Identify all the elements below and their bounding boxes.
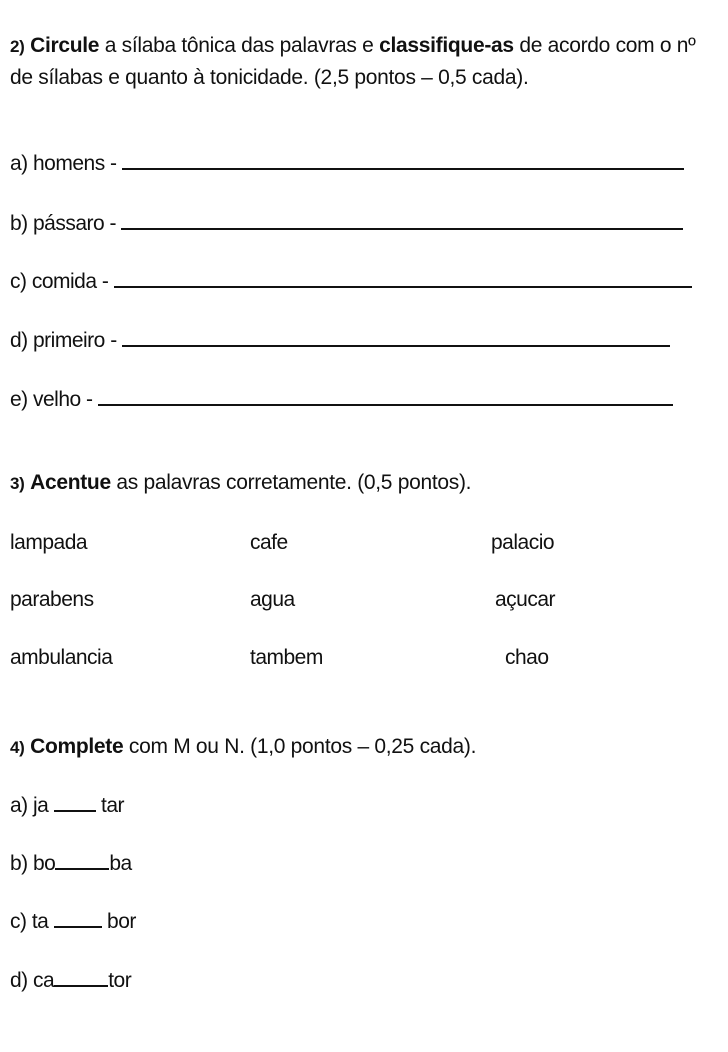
question-number: 4) [10, 738, 25, 757]
question-4-item [10, 790, 124, 820]
word-item: açucar [495, 588, 556, 611]
word-item: ambulancia [10, 646, 113, 669]
question-2-item [10, 384, 673, 414]
word-item: parabens [10, 588, 94, 611]
instruction-text: as palavras corretamente. (0,5 pontos). [110, 471, 472, 494]
word-item: tambem [250, 646, 323, 669]
item-suffix: tor [108, 969, 132, 992]
instruction-text: de acordo com o nº de sílabas e quanto à tonicidade. (2,5 pontos – 0,5 cada). [10, 34, 696, 89]
answer-blank[interactable] [54, 906, 102, 928]
item-label: d) primeiro - [10, 329, 117, 352]
answer-line[interactable] [122, 148, 684, 170]
question-2-item [10, 266, 692, 296]
question-4-item [10, 848, 132, 878]
answer-line[interactable] [122, 325, 670, 347]
answer-blank[interactable] [55, 848, 109, 870]
item-prefix: b) bo [10, 852, 56, 875]
instruction-keyword: classifique-as [379, 34, 514, 57]
item-label: a) homens - [10, 152, 117, 175]
item-suffix: ba [109, 852, 132, 875]
question-2-instructions [10, 30, 710, 93]
answer-blank[interactable] [54, 965, 108, 987]
item-label: e) velho - [10, 388, 93, 411]
answer-line[interactable] [98, 384, 673, 406]
instruction-text: a sílaba tônica das palavras e [99, 34, 380, 57]
word-item: lampada [10, 531, 88, 554]
item-prefix: c) ta [10, 910, 49, 933]
word-item: chao [505, 646, 549, 669]
item-suffix: bor [107, 910, 136, 933]
question-4-item [10, 965, 131, 995]
question-4-instructions [10, 731, 476, 763]
question-2-item [10, 325, 670, 355]
instruction-keyword: Complete [30, 735, 124, 758]
instruction-text: com M ou N. (1,0 pontos – 0,25 cada). [123, 735, 477, 758]
question-4-item [10, 906, 136, 936]
word-item: cafe [250, 531, 288, 554]
question-number: 3) [10, 474, 25, 493]
item-prefix: d) ca [10, 969, 55, 992]
question-3-instructions [10, 467, 471, 499]
answer-blank[interactable] [54, 790, 96, 812]
item-prefix: a) ja [10, 794, 49, 817]
answer-line[interactable] [114, 266, 692, 288]
item-label: b) pássaro - [10, 212, 117, 235]
word-item: agua [250, 588, 295, 611]
question-number: 2) [10, 37, 25, 56]
answer-line[interactable] [121, 208, 683, 230]
question-2-item [10, 208, 683, 238]
instruction-keyword: Acentue [30, 471, 111, 494]
item-label: c) comida - [10, 270, 109, 293]
instruction-keyword: Circule [30, 34, 100, 57]
item-suffix: tar [101, 794, 125, 817]
word-item: palacio [491, 531, 555, 554]
question-2-item [10, 148, 684, 178]
